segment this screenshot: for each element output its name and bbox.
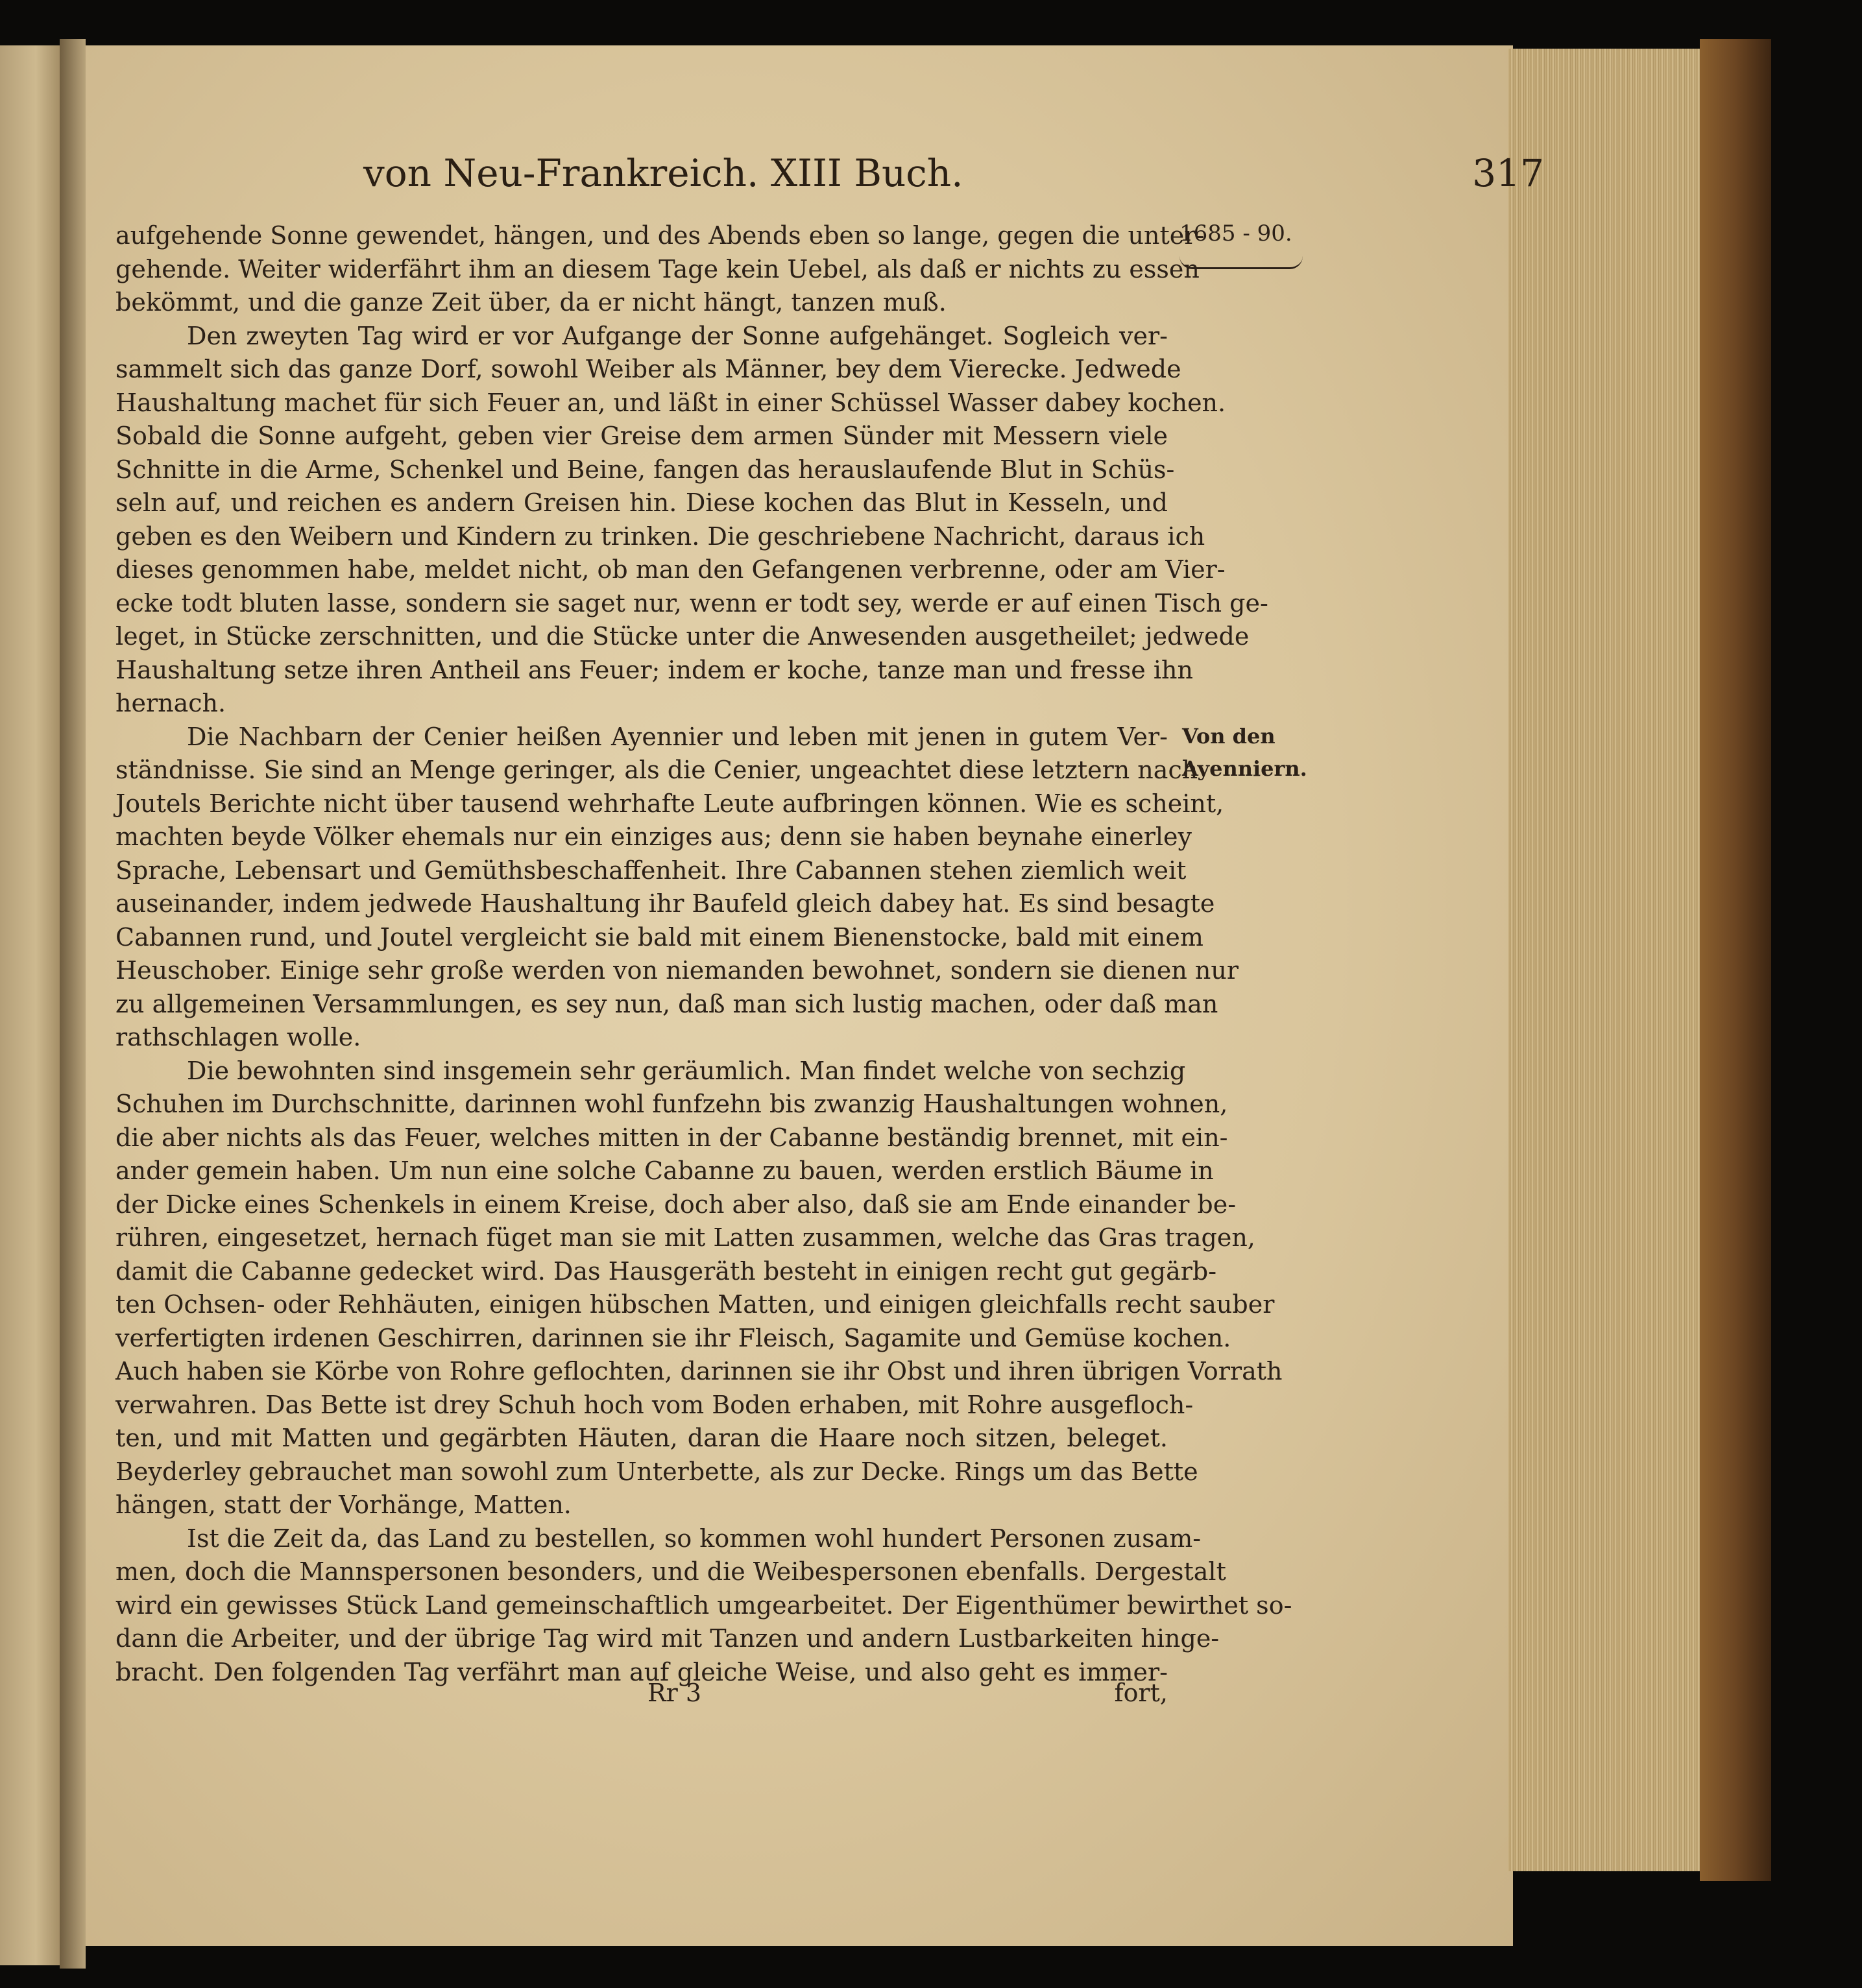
text-line: seln auf, und reichen es andern Greisen hin. Diese kochen das Blut in Kesseln, und [115,488,1168,517]
text-line: ten, und mit Matten und gegärbten Häuten, daran die Haare noch sitzen, beleget. [115,1424,1168,1452]
text-line: geben es den Weibern und Kindern zu trinken. Die geschriebene Nachricht, daraus ich [115,521,1205,551]
text-line: die aber nichts als das Feuer, welches mitten in der Cabanne beständig brennet, mit ein- [115,1123,1228,1152]
text-line: bracht. Den folgenden Tag verfährt man auf gleiche Weise, und also geht es immer- [115,1657,1168,1686]
paragraph-start: Die bewohnten sind insgemein sehr geräumlich. Man findet welche von sechzig [187,1056,1186,1085]
page-number: 317 [1472,151,1544,195]
text-line: ständnisse. Sie sind an Menge geringer, als die Cenier, ungeachtet diese letztern nach [115,756,1198,784]
running-header [363,150,1577,196]
text-line: rathschlagen wolle. [115,1023,361,1051]
text-line: machten beyde Völker ehemals nur ein einziges aus; denn sie haben beynahe einerley [115,822,1192,851]
text-line: Beyderley gebrauchet man sowohl zum Unterbette, als zur Decke. Rings um das Bette [115,1457,1198,1486]
text-line: Sobald die Sonne aufgeht, geben vier Greise dem armen Sünder mit Messern viele [115,422,1168,450]
text-line: sammelt sich das ganze Dorf, sowohl Weiber als Männer, bey dem Vierecke. Jedwede [115,355,1181,383]
signature-mark: Rr 3 [647,1679,702,1707]
text-line: dieses genommen habe, meldet nicht, ob man den Gefangenen verbrenne, oder am Vier- [115,555,1226,584]
text-line: rühren, eingesetzet, hernach füget man sie mit Latten zusammen, welche das Gras tragen, [115,1223,1255,1252]
paragraph-start: Ist die Zeit da, das Land zu bestellen, so kommen wohl hundert Personen zusam- [187,1524,1202,1553]
text-line: dann die Arbeiter, und der übrige Tag wird mit Tanzen und andern Lustbarkeiten hinge- [115,1624,1220,1653]
text-line: men, doch die Mannspersonen besonders, und die Weibespersonen ebenfalls. Dergestalt [115,1557,1226,1586]
text-line: Heuschober. Einige sehr große werden von niemanden bewohnet, sondern sie dienen nur [115,956,1239,985]
paragraph-start: Die Nachbarn der Cenier heißen Ayennier und leben mit jenen in gutem Ver- [187,722,1168,751]
text-line: Schuhen im Durchschnitte, darinnen wohl funfzehn bis zwanzig Haushaltungen wohnen, [115,1090,1228,1118]
text-line: Sprache, Lebensart und Gemüthsbeschaffenheit. Ihre Cabannen stehen ziemlich weit [115,856,1187,885]
text-line: hängen, statt der Vorhänge, Matten. [115,1491,572,1519]
text-line: damit die Cabanne gedecket wird. Das Hausgeräth besteht in einigen recht gut gegärb- [115,1256,1217,1286]
text-line: zu allgemeinen Versammlungen, es sey nun, daß man sich lustig machen, oder daß man [115,989,1218,1018]
text-line: bekömmt, und die ganze Zeit über, da er nicht hängt, tanzen muß. [115,288,947,317]
catchword: fort, [1114,1679,1168,1707]
running-title: von Neu-Frankreich. XIII Buch. [363,151,963,195]
book-cover [1700,39,1771,1881]
text-line: Schnitte in die Arme, Schenkel und Beine, fangen das herauslaufende Blut in Schüs- [115,455,1175,484]
margin-year: 1685 - 90. [1179,221,1292,246]
text-line: Haushaltung setze ihren Antheil ans Feuer; indem er koche, tanze man und fresse ihn [115,655,1193,684]
text-line: leget, in Stücke zerschnitten, und die Stücke unter die Anwesenden ausgetheilet; jedwede [115,622,1250,651]
text-line: wird ein gewisses Stück Land gemeinschaftlich umgearbeitet. Der Eigenthümer bewirthet so- [115,1590,1292,1620]
sidenote-line: Von den [1182,724,1276,748]
paragraph-start: Den zweyten Tag wird er vor Aufgange der Sonne aufgehänget. Sogleich ver- [187,321,1168,350]
page-footer [115,1673,1168,1712]
left-page-edge [0,45,60,1965]
text-line: Cabannen rund, und Joutel vergleicht sie bald mit einem Bienenstocke, bald mit einem [115,922,1203,952]
text-line: Joutels Berichte nicht über tausend wehrhafte Leute aufbringen können. Wie es scheint, [115,789,1224,818]
text-line: aufgehende Sonne gewendet, hängen, und des Abends eben so lange, gegen die unter- [115,221,1205,250]
text-line: gehende. Weiter widerfährt ihm an diesem Tage kein Uebel, als daß er nichts zu essen [115,254,1200,283]
text-line: ander gemein haben. Um nun eine solche Cabanne zu bauen, werden erstlich Bäume in [115,1156,1214,1185]
book-gutter [60,39,86,1969]
page-edges [1508,49,1703,1871]
text-line: ten Ochsen- oder Rehhäuten, einigen hübschen Matten, und einigen gleichfalls recht sauber [115,1290,1275,1319]
text-line: hernach. [115,689,226,717]
text-line: der Dicke eines Schenkels in einem Kreise, doch aber also, daß sie am Ende einander be- [115,1190,1237,1219]
margin-sidenote [1182,720,1307,785]
text-line: Haushaltung machet für sich Feuer an, und läßt in einer Schüssel Wasser dabey kochen. [115,388,1226,417]
text-line: ecke todt bluten lasse, sondern sie saget nur, wenn er todt sey, werde er auf einen Tisch ge- [115,588,1268,617]
text-line: Auch haben sie Körbe von Rohre geflochten, darinnen sie ihr Obst und ihren übrigen Vorrath [115,1357,1283,1385]
text-line: verwahren. Das Bette ist drey Schuh hoch vom Boden erhaben, mit Rohre ausgefloch- [115,1390,1194,1419]
text-line: auseinander, indem jedwede Haushaltung ihr Baufeld gleich dabey hat. Es sind besagte [115,889,1215,918]
text-line: verfertigten irdenen Geschirren, darinnen sie ihr Fleisch, Sagamite und Gemüse kochen. [115,1323,1231,1352]
sidenote-line: Ayenniern. [1182,756,1307,781]
